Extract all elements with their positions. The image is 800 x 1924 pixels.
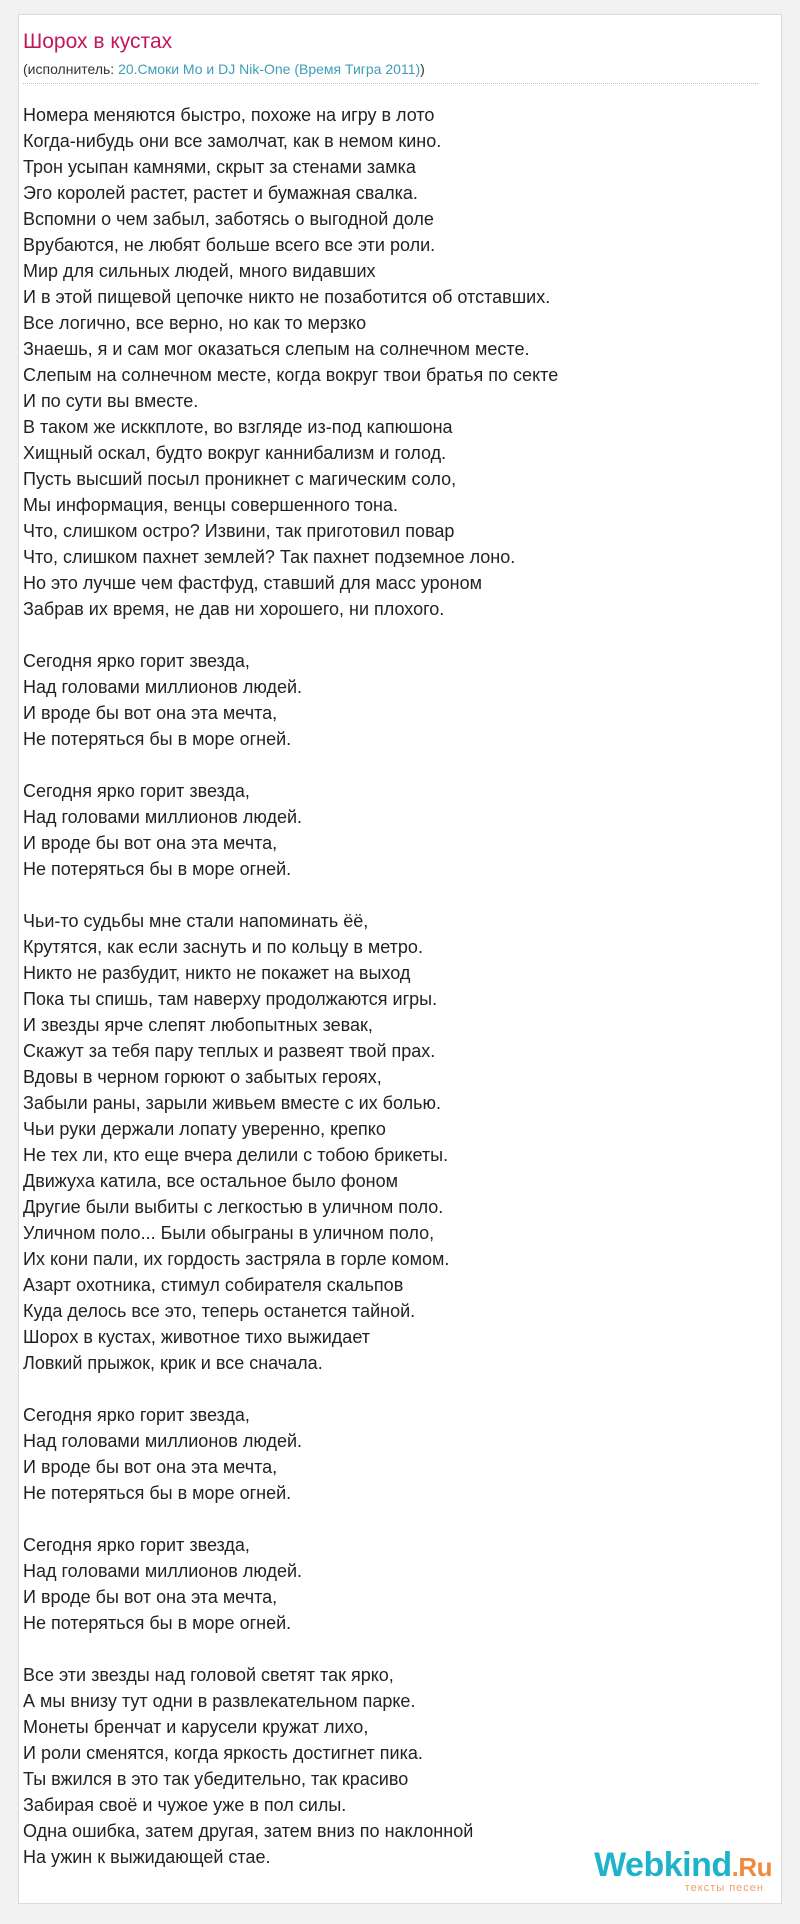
lyric-line: Забирая своё и чужое уже в пол силы. [23,1795,347,1815]
lyric-line: Вдовы в черном горюют о забытых героях, [23,1067,382,1087]
logo-tagline: тексты песен [684,1882,764,1894]
lyric-line: Трон усыпан камнями, скрыт за стенами замка [23,157,416,177]
lyric-line: Над головами миллионов людей. [23,807,303,827]
lyric-line: Все логично, все верно, но как то мерзко [23,313,367,333]
lyrics-stanza [23,778,763,882]
song-meta [23,60,758,84]
logo-wordmark [594,1848,772,1882]
lyric-line: Монеты бренчат и карусели кружат лихо, [23,1717,369,1737]
lyric-line: Не потеряться бы в море огней. [23,1613,292,1633]
page-title: Шорох в кустах [23,30,173,53]
lyric-line: Ловкий прыжок, крик и все сначала. [23,1353,323,1373]
lyric-line: Слепым на солнечном месте, когда вокруг твои братья по секте [23,365,559,385]
lyrics-stanza [23,1662,763,1870]
lyric-line: Что, слишком остро? Извини, так приготовил повар [23,521,455,541]
lyric-line: Над головами миллионов людей. [23,1561,303,1581]
lyric-line: Движуха катила, все остальное было фоном [23,1171,398,1191]
lyric-line: Ты вжился в это так убедительно, так красиво [23,1769,409,1789]
lyric-line: Мы информация, венцы совершенного тона. [23,495,398,515]
lyric-line: Над головами миллионов людей. [23,1431,303,1451]
lyric-line: Забыли раны, зарыли живьем вместе с их болью. [23,1093,441,1113]
lyric-line: Пусть высший посыл проникнет с магическим соло, [23,469,457,489]
meta-prefix: (исполнитель: [23,61,119,77]
lyrics-stanza [23,102,763,622]
lyric-line: Но это лучше чем фастфуд, ставший для масс уроном [23,573,482,593]
lyric-line: Чьи-то судьбы мне стали напоминать ёё, [23,911,369,931]
lyric-line: Уличном поло... Были обыграны в уличном поло, [23,1223,435,1243]
lyric-line: Что, слишком пахнет землей? Так пахнет подземное лоно. [23,547,516,567]
lyric-line: Другие были выбиты с легкостью в уличном поло. [23,1197,444,1217]
lyric-line: Эго королей растет, растет и бумажная свалка. [23,183,418,203]
lyric-line: Чьи руки держали лопату уверенно, крепко [23,1119,386,1139]
lyric-line: Все эти звезды над головой светят так ярко, [23,1665,394,1685]
lyric-line: Пока ты спишь, там наверху продолжаются игры. [23,989,438,1009]
lyric-line: И роли сменятся, когда яркость достигнет пика. [23,1743,423,1763]
lyric-line: И вроде бы вот она эта мечта, [23,1587,278,1607]
lyric-line: Не потеряться бы в море огней. [23,859,292,879]
lyric-line: И звезды ярче слепят любопытных зевак, [23,1015,373,1035]
artist-link[interactable]: 20.Смоки Мо и DJ Nik-One (Время Тигра 2011) [118,61,421,77]
lyric-line: Сегодня ярко горит звезда, [23,781,250,801]
lyric-line: Шорох в кустах, животное тихо выжидает [23,1327,370,1347]
lyric-line: Врубаются, не любят больше всего все эти роли. [23,235,436,255]
lyric-line: Сегодня ярко горит звезда, [23,1405,250,1425]
lyrics-stanza [23,1532,763,1636]
logo-tld: .Ru [731,1852,772,1882]
lyrics-stanza [23,1402,763,1506]
lyric-line: Крутятся, как если заснуть и по кольцу в метро. [23,937,423,957]
lyric-line: На ужин к выжидающей стае. [23,1847,271,1867]
lyric-line: И вроде бы вот она эта мечта, [23,833,278,853]
lyric-line: Мир для сильных людей, много видавших [23,261,376,281]
lyric-line: Одна ошибка, затем другая, затем вниз по наклонной [23,1821,474,1841]
lyric-line: Сегодня ярко горит звезда, [23,1535,250,1555]
lyric-line: Не тех ли, кто еще вчера делили с тобою брикеты. [23,1145,449,1165]
lyric-line: Номера меняются быстро, похоже на игру в лото [23,105,435,125]
meta-suffix: ) [420,61,425,77]
lyric-line: И вроде бы вот она эта мечта, [23,703,278,723]
webkind-logo[interactable] [594,1848,772,1894]
lyric-line: Сегодня ярко горит звезда, [23,651,250,671]
lyrics-body [23,102,763,1870]
lyric-line: Скажут за тебя пару теплых и развеят твой прах. [23,1041,436,1061]
lyric-line: Куда делось все это, теперь останется тайной. [23,1301,416,1321]
lyric-line: Никто не разбудит, никто не покажет на выход [23,963,411,983]
lyric-line: Забрав их время, не дав ни хорошего, ни плохого. [23,599,445,619]
lyric-line: Их кони пали, их гордость застряла в горле комом. [23,1249,450,1269]
lyric-line: Азарт охотника, стимул собирателя скальпов [23,1275,404,1295]
lyrics-stanza [23,908,763,1376]
lyric-line: Не потеряться бы в море огней. [23,1483,292,1503]
lyric-line: И вроде бы вот она эта мечта, [23,1457,278,1477]
lyric-line: В таком же исккплоте, во взгляде из-под капюшона [23,417,453,437]
logo-name: Webkind [594,1846,732,1884]
lyric-line: Когда-нибудь они все замолчат, как в немом кино. [23,131,442,151]
lyric-line: И по сути вы вместе. [23,391,199,411]
lyric-line: Хищный оскал, будто вокруг каннибализм и голод. [23,443,447,463]
lyric-line: Знаешь, я и сам мог оказаться слепым на солнечном месте. [23,339,530,359]
lyric-line: И в этой пищевой цепочке никто не позаботится об отставших. [23,287,551,307]
lyric-line: Вспомни о чем забыл, заботясь о выгодной доле [23,209,434,229]
lyric-line: Не потеряться бы в море огней. [23,729,292,749]
lyrics-stanza [23,648,763,752]
lyric-line: Над головами миллионов людей. [23,677,303,697]
lyric-line: А мы внизу тут одни в развлекательном парке. [23,1691,416,1711]
